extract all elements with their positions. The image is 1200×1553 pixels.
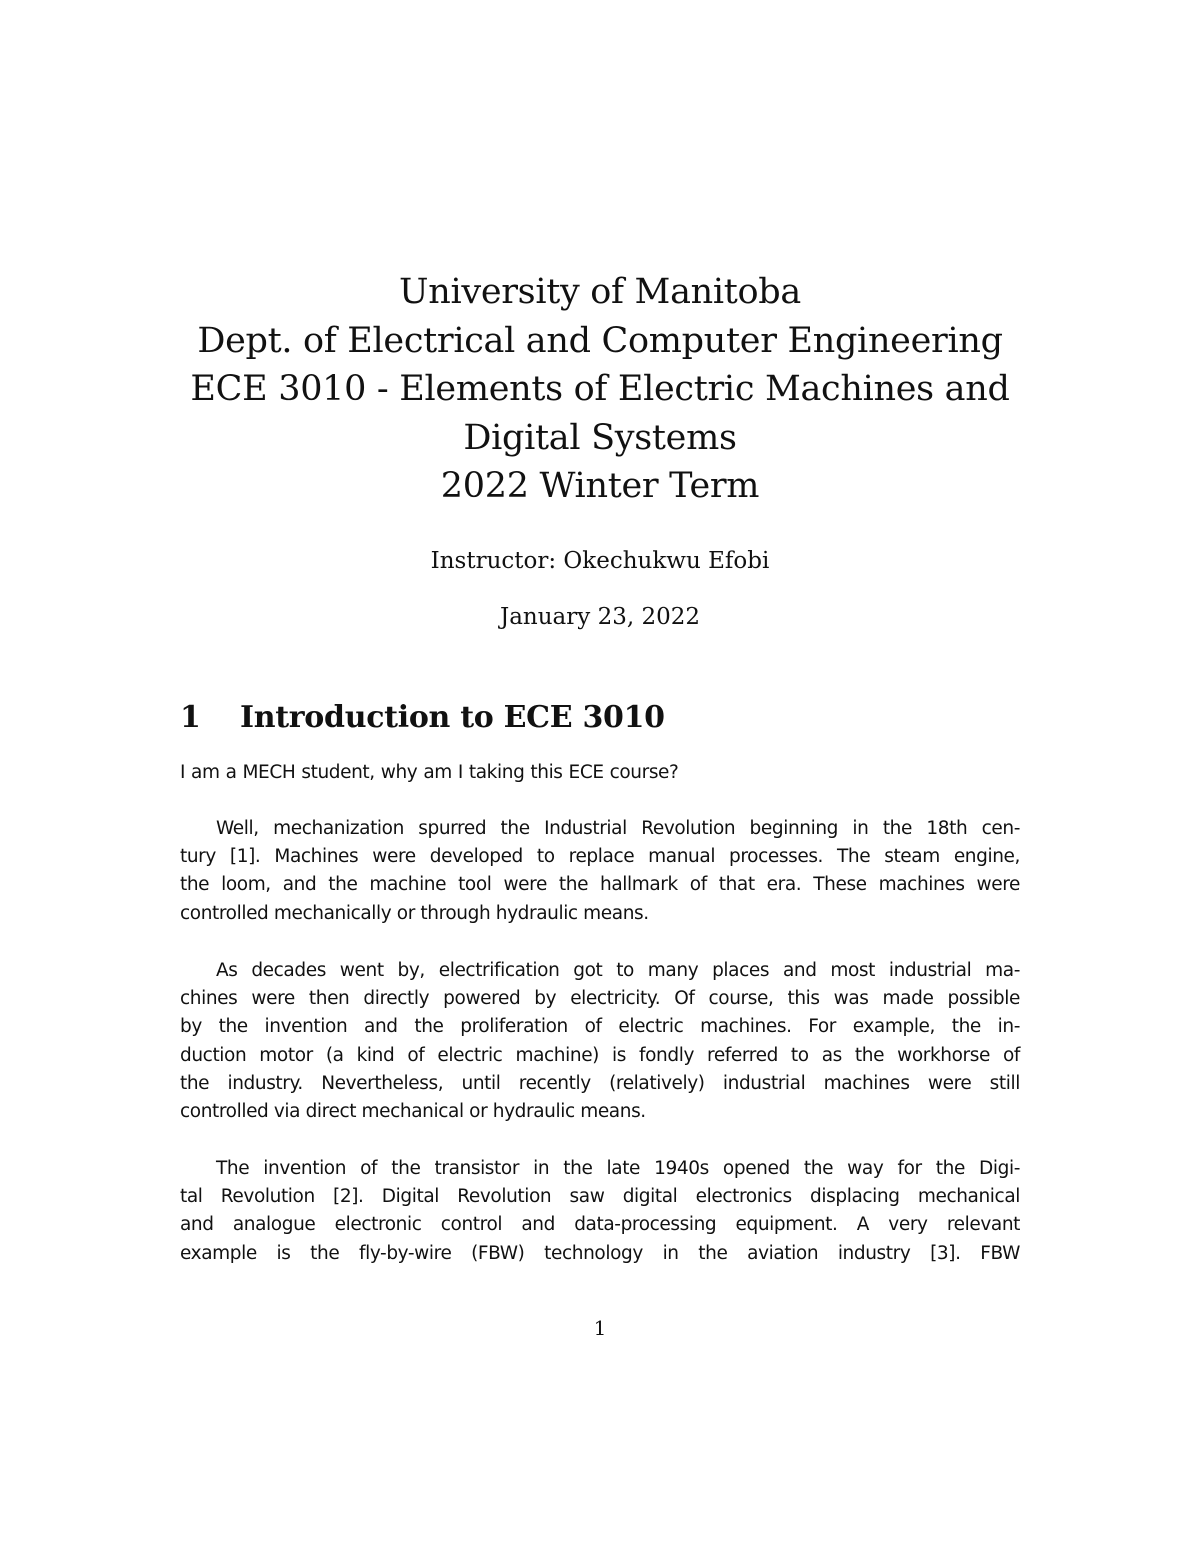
paragraph-line: the loom, and the machine tool were the hallmark of that era. These machines were — [180, 874, 1020, 896]
paragraph-line: and analogue electronic control and data-processing equipment. A very relevant — [180, 1214, 1020, 1236]
instructor-line: Instructor: Okechukwu Efobi — [430, 548, 770, 574]
paragraph-line: controlled via direct mechanical or hydraulic means. — [180, 1101, 646, 1123]
paragraph-line: tal Revolution [2]. Digital Revolution saw digital electronics displacing mechanical — [180, 1186, 1020, 1208]
title-line-term: 2022 Winter Term — [440, 466, 760, 506]
paragraph-line: Well, mechanization spurred the Industrial Revolution beginning in the 18th cen- — [216, 818, 1020, 839]
paragraph-industrial-revolution — [180, 815, 1020, 928]
question-text: I am a MECH student, why am I taking this ECE course? — [180, 762, 679, 783]
title-line-university: University of Manitoba — [399, 272, 801, 312]
section-heading — [180, 698, 665, 738]
title-line-course-continued: Digital Systems — [463, 417, 737, 458]
paragraph-line: The invention of the transistor in the late 1940s opened the way for the Digi- — [216, 1158, 1020, 1179]
title-line-department: Dept. of Electrical and Computer Engineering — [197, 320, 1003, 361]
paragraph-line: tury [1]. Machines were developed to replace manual processes. The steam engine, — [180, 846, 1020, 868]
paragraph-line: example is the fly-by-wire (FBW) technology in the aviation industry [3]. FBW — [180, 1242, 1020, 1264]
document-title-block — [0, 268, 1200, 511]
paragraph-line: controlled mechanically or through hydraulic means. — [180, 902, 649, 924]
paragraph-digital-revolution — [180, 1155, 1020, 1268]
section-number: 1 — [180, 700, 201, 735]
paragraph-line: by the invention and the proliferation of electric machines. For example, the in- — [180, 1016, 1020, 1038]
paragraph-line: As decades went by, electrification got to many places and most industrial ma- — [216, 960, 1020, 981]
date-line: January 23, 2022 — [500, 604, 700, 630]
page-number: 1 — [593, 1316, 607, 1340]
paragraph-line: duction motor (a kind of electric machine) is fondly referred to as the workhorse of — [180, 1044, 1020, 1066]
paragraph-line: the industry. Nevertheless, until recently (relatively) industrial machines were still — [180, 1072, 1020, 1094]
paragraph-electrification — [180, 957, 1020, 1126]
title-line-course: ECE 3010 - Elements of Electric Machines and — [190, 369, 1010, 409]
section-title: Introduction to ECE 3010 — [240, 700, 665, 735]
paragraph-line: chines were then directly powered by electricity. Of course, this was made possible — [180, 988, 1020, 1010]
